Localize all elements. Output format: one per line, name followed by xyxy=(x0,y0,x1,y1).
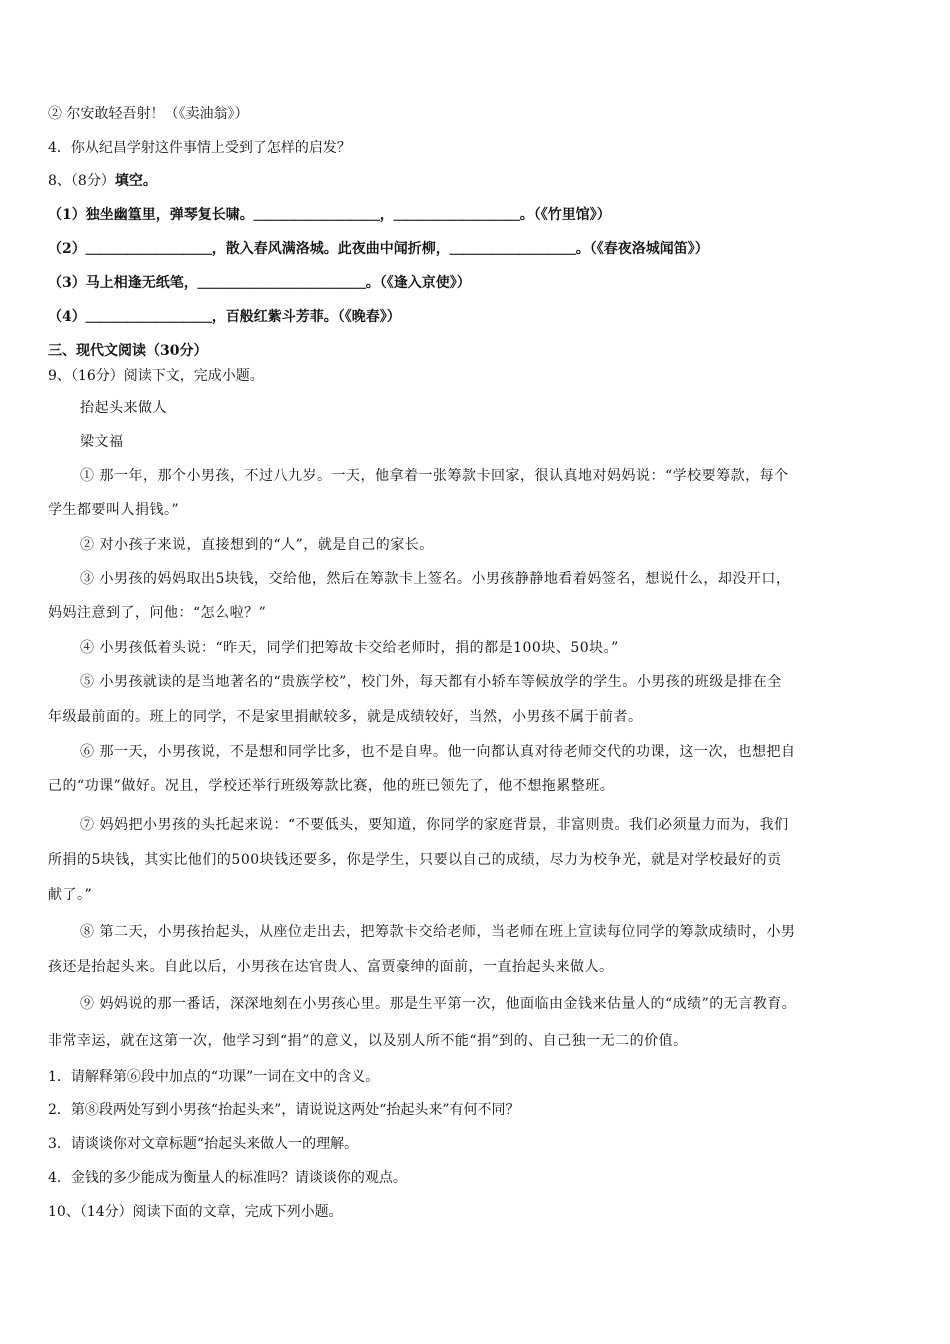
q9-sub-question-4: 4．金钱的多少能成为衡量人的标准吗？请谈谈你的观点。 xyxy=(48,1170,407,1186)
q8-line-4: （4）＿＿＿＿＿＿＿＿＿，百般红紫斗芳菲。（《晚春》） xyxy=(48,309,401,325)
prev-item-2: ② 尔安敢轻吾射！（《卖油翁》） xyxy=(48,106,249,122)
q8-line-2: （2）＿＿＿＿＿＿＿＿＿，散入春风满洛城。此夜曲中闻折柳，＿＿＿＿＿＿＿＿＿。（《春夜洛城闻笛》） xyxy=(48,241,709,257)
article-line: 学生都要叫人捐钱。” xyxy=(48,502,180,518)
q9-header: 9、（16分）阅读下文，完成小题。 xyxy=(48,368,264,384)
article-line: 孩还是抬起头来。自此以后，小男孩在达官贵人、富贾豪绅的面前，一直抬起头来做人。 xyxy=(48,959,614,975)
q8-instruction: 填空。 xyxy=(114,173,157,189)
q9-sub-question-2: 2．第⑧段两处写到小男孩“抬起头来”，请说说这两处“抬起头来”有何不同？ xyxy=(48,1102,520,1118)
article-line: 己的“功课”做好。况且，学校还举行班级筹款比赛，他的班已领先了，他不想拖累整班。 xyxy=(48,778,615,794)
article-line: ④ 小男孩低着头说：“昨天，同学们把筹故卡交给老师时，捐的都是100块、50块。” xyxy=(80,640,619,656)
q8-line-1: （1）独坐幽篁里，弹琴复长啸。＿＿＿＿＿＿＿＿＿，＿＿＿＿＿＿＿＿＿。（《竹里馆》） xyxy=(48,207,611,223)
q8-header xyxy=(48,171,157,191)
q8-line-3: （3）马上相逢无纸笔，＿＿＿＿＿＿＿＿＿＿＿＿。（《逢入京使》） xyxy=(48,275,471,291)
article-line: 非常幸运，就在这第一次，他学习到“捐”的意义，以及别人所不能“捐”到的、自己独一无二的价值。 xyxy=(48,1033,688,1049)
q10-header: 10、（14分）阅读下面的文章，完成下列小题。 xyxy=(48,1204,343,1220)
article-title: 抬起头来做人 xyxy=(80,400,167,416)
article-line: ⑤ 小男孩就读的是当地著名的“贵族学校”，校门外，每天都有小轿车等候放学的学生。小男孩的班级是排在全 xyxy=(80,674,782,690)
article-line: 所捐的5块钱，其实比他们的500块钱还要多，你是学生，只要以自己的成绩，尽力为校争光，就是对学校最好的贡 xyxy=(48,852,782,868)
article-line: ③ 小男孩的妈妈取出5块钱，交给他，然后在筹款卡上签名。小男孩静静地看着妈签名，想说什么，却没开口， xyxy=(80,571,791,587)
article-line: 年级最前面的。班上的同学，不是家里捐献较多，就是成绩较好，当然，小男孩不属于前者。 xyxy=(48,709,643,725)
article-line: 献了。” xyxy=(48,887,93,903)
article-line: ⑦ 妈妈把小男孩的头托起来说：“不要低头，要知道，你同学的家庭背景，非富则贵。我们必须量力而为，我们 xyxy=(80,817,789,833)
article-line: ⑨ 妈妈说的那一番话，深深地刻在小男孩心里。那是生平第一次，他面临由金钱来估量人的“成绩”的无言教育。 xyxy=(80,996,797,1012)
article-line: ① 那一年，那个小男孩，不过八九岁。一天，他拿着一张筹款卡回家，很认真地对妈妈说：“学校要筹款，每个 xyxy=(80,468,789,484)
article-line: ⑧ 第二天，小男孩抬起头，从座位走出去，把筹款卡交给老师，当老师在班上宣读每位同学的筹款成绩时，小男 xyxy=(80,924,796,940)
article-line: 妈妈注意到了，问他：“怎么啦？” xyxy=(48,605,267,621)
prev-question-4: 4．你从纪昌学射这件事情上受到了怎样的启发？ xyxy=(48,140,351,156)
section-3-title: 三、现代文阅读（30分） xyxy=(48,343,208,359)
q9-sub-question-1: 1．请解释第⑥段中加点的“功课”一词在文中的含义。 xyxy=(48,1069,380,1085)
article-author: 梁文福 xyxy=(80,434,124,450)
article-line: ⑥ 那一天，小男孩说，不是想和同学比多，也不是自卑。他一向都认真对待老师交代的功课，这一次，也想把自 xyxy=(80,744,796,760)
article-line: ② 对小孩子来说，直接想到的“人”，就是自己的家长。 xyxy=(80,537,434,553)
q9-sub-question-3: 3．请谈谈你对文章标题“抬起头来做人一的理解。 xyxy=(48,1136,359,1152)
q8-number: 8、（8分） xyxy=(48,173,115,189)
